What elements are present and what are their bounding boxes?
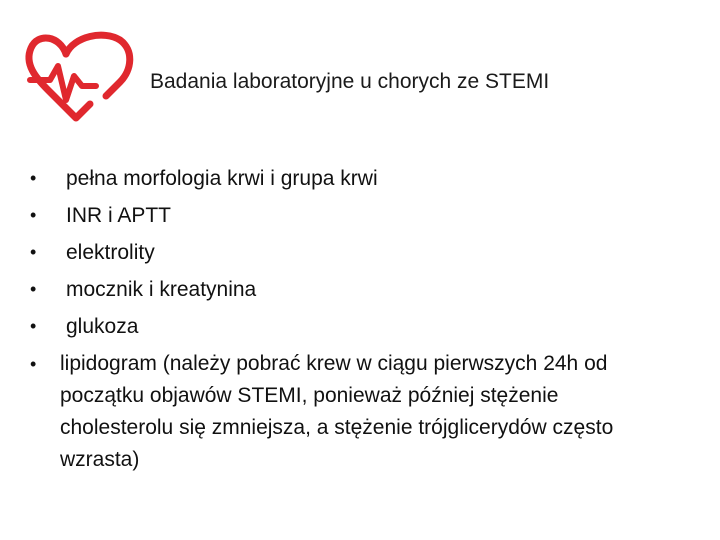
list-item-text: pełna morfologia krwi i grupa krwi [66,167,378,190]
bullet-list [30,163,670,482]
list-item [30,237,670,268]
bullet-marker: • [30,168,37,188]
slide-title: Badania laboratoryjne u chorych ze STEMI [150,70,550,93]
bullet-marker: • [30,316,37,336]
bullet-marker: • [30,205,37,225]
bullet-marker: • [30,354,37,374]
list-item-text: INR i APTT [66,204,172,227]
bullet-marker: • [30,242,37,262]
list-item-text: glukoza [66,315,139,338]
list-item [30,163,670,194]
list-item-text: elektrolity [66,241,155,264]
list-item [30,311,670,342]
list-item [30,200,670,231]
bullet-marker: • [30,279,37,299]
list-item-text: mocznik i kreatynina [66,278,257,301]
list-item-text: lipidogram (należy pobrać krew w ciągu pierwszych 24h od początku objawów STEMI, ponieważ później stężenie cholesterolu się zmniejsza, a stężenie trójglicerydów często wzrasta) [60,352,614,471]
list-item [30,274,670,305]
list-item [30,348,670,476]
heart-ecg-icon [20,18,136,124]
